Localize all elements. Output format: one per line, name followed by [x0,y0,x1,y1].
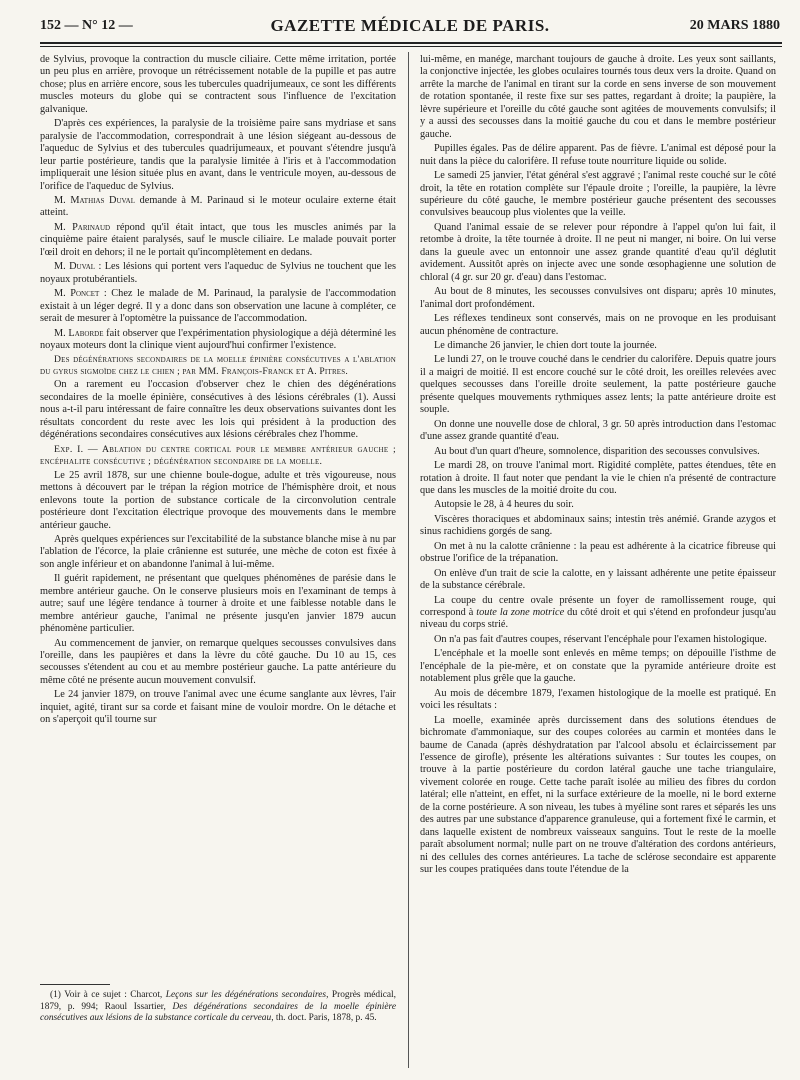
paragraph: Le samedi 25 janvier, l'état général s'est aggravé ; l'animal reste couché sur le côté droit, la tête en rotation complète sur l'épaule droite ; l'oreille, la paupière, la lèvre supérieure du côté gauche, le membre postérieur gauche présentent des secousses convulsives beaucoup plus violentes que la veille. [420,170,776,219]
paragraph: M. Parinaud répond qu'il était intact, que tous les muscles animés par la cinquième paire étaient paralysés, sauf le muscle ciliaire. Le malade pouvait porter l'œil droit en dehors; il ne le portait qu'incomplètement en dedans. [40,221,396,258]
paragraph: Au commencement de janvier, on remarque quelques secousses convulsives dans l'oreille, dans les paupières et dans la lèvre du côté gauche. Du 10 au 15, ces secousses s'étendent au cou et au membre postérieur gauche. La patte antérieure du même côté ne présente aucun mouvement convulsif. [40,637,396,686]
issue-date: 20 MARS 1880 [689,18,780,33]
paragraph: L'encéphale et la moelle sont enlevés en même temps; on dépouille l'isthme de l'encéphale de la pie-mère, et on constate que la pyramide antérieure droite est notablement plus grêle que la gauche. [420,648,776,685]
paragraph: Le lundi 27, on le trouve couché dans le cendrier du calorifère. Depuis quatre jours il a maigri de moitié. Il est encore couché sur le côté droit, les oreilles relevées avec quelques secousses dans l'oreille droite seulement, la patte postérieure gauche présente quelques mouvements rythmiques assez lents; la patte antérieure droite est souple. [420,354,776,416]
speaker-name: M. Laborde [54,327,104,339]
paragraph: Les réflexes tendineux sont conservés, mais on ne provoque en les produisant aucun phénomène de contracture. [420,313,776,337]
paragraph: On n'a pas fait d'autres coupes, réservant l'encéphale pour l'examen histologique. [434,633,767,645]
page-header [40,14,780,40]
page-number: 152 [40,18,61,33]
experiment-heading: Exp. I. — Ablation du centre cortical pour le membre antérieur gauche ; encéphalite consécutive ; dégénération secondaire de la moelle. [40,443,396,467]
header-rule-thick [40,42,782,44]
paragraph: Viscères thoraciques et abdominaux sains; intestin très anémié. Grande azygos et sinus rachidiens gorgés de sang. [420,513,776,538]
paragraph: de Sylvius, provoque la contraction du muscle ciliaire. Cette même irritation, portée un peu plus en arrière, provoque un rétrécissement notable de la pupille et pas autre chose; plus en arrière encore, sous les tubercules quadrijumeaux, ce sont les différents muscles moteurs du globe qui se contractent sous l'influence de l'excitation galvanique. [40,54,396,115]
paragraph: Le dimanche 26 janvier, le chien dort toute la journée. [434,339,657,351]
paragraph: On enlève d'un trait de scie la calotte, en y laissant adhérente une petite épaisseur de la substance cérébrale. [420,567,776,592]
paragraph: Quand l'animal essaie de se relever pour répondre à l'appel qu'on lui fait, il retombe à droite, la tête tournée à droite. Il ne peut ni manger, ni boire. On lui verse dans la gueule avec un entonnoir une assez grande quantité d'eau qu'il déglutit avidement. Aussitôt après on injecte avec une sonde œsophagienne une solution de chloral (4 gr. sur 20 gr. d'eau) dans l'estomac. [420,221,776,283]
paragraph: M. Duval : Les lésions qui portent vers l'aqueduc de Sylvius ne touchent que les noyaux protubérantiels. [40,261,396,285]
paragraph: Au bout d'un quart d'heure, somnolence, disparition des secousses convulsives. [434,445,760,457]
paragraph: M. Laborde fait observer que l'expérimentation physiologique a déjà déterminé les noyaux moteurs dont la clinique vient aujourd'hui confirmer l'existence. [40,327,396,351]
paragraph: La moelle, examinée après durcissement dans des solutions étendues de bichromate d'ammoniaque, sur des coupes colorées au carmin et montées dans le baume de Canada (après déshydratation par l'alcool absolu et éclaircissement par l'essence de girofle), présente les altérations suivantes : Sur toutes les coupes, on trouve à la partie postérieure du cordon latéral gauche une tache triangulaire, vivement colorée en rouge. Cette tache paraît isolée au milieu des fibres du cordon latéral; elle n'atteint, en effet, ni la surface extérieure de la moelle, ni le bord externe de la corne postérieure. A son niveau, les tubes à myéline sont rares et séparés les uns des autres par une substance d'apparence granuleuse, qui a fortement fixé le carmin, et dans laquelle existent de nombreux vaisseaux sanguins. Tout le reste de la moelle paraît absolument normal; nulle part on ne trouve d'altération des cordons antérieurs, ni des cellules des cornes antérieures. La tache de sclérose secondaire est apparente sur les coupes pratiquées dans toute l'étendue de la [420,714,776,876]
paragraph: Il guérit rapidement, ne présentant que quelques phénomènes de parésie dans le membre antérieur gauche. On le conserve plusieurs mois en l'examinant de temps à autre; sauf une légère tendance à tourner à droite et une faiblesse notable dans le membre antérieur gauche, l'animal ne présente jusqu'en janvier 1879 aucun phénomène particulier. [40,573,396,635]
paragraph: Le mardi 28, on trouve l'animal mort. Rigidité complète, pattes étendues, tête en rotation à droite. Il faut noter que pendant la vie le chien n'a présenté de contracture que dans les muscles de la moitié droite du cou. [420,460,776,496]
header-rule-thin [40,46,782,47]
speaker-name: M. Duval [54,261,96,273]
paragraph: D'après ces expériences, la paralysie de la troisième paire sans mydriase et sans paralysie de l'accommodation, correspondrait à une lésion siégeant au-dessous de l'aqueduc de Sylvius et des tubercules quadrijumeaux, et pouvant s'étendre jusqu'à leur partie postérieure, tandis que la paralysie limitée à l'iris et à l'accommodation impliquerait une lésion située plus en avant, dans le ventricule moyen, au-dessous de l'orifice de l'aqueduc de Sylvius. [40,118,396,192]
paragraph: Pupilles égales. Pas de délire apparent. Pas de fièvre. L'animal est déposé pour la nuit dans la pièce du calorifère. Il refuse toute nourriture liquide ou solide. [420,143,776,167]
column-divider [408,52,409,1068]
paragraph: Autopsie le 28, à 4 heures du soir. [434,499,574,511]
paragraph: M. Poncet : Chez le malade de M. Parinaud, la paralysie de l'accommodation existait à un léger degré. Il y a donc dans son observation une lacune à compléter, ce serait de mesurer à l'optomètre la puissance de l'accommodation. [40,288,396,325]
paragraph: Après quelques expériences sur l'excitabilité de la substance blanche mise à nu par l'ablation de l'écorce, la plaie crânienne est suturée, une mèche de coton est fixée à son angle inférieur et on abandonne l'animal à lui-même. [40,533,396,570]
paragraph: M. Mathias Duval demande à M. Parinaud si le moteur oculaire externe était atteint. [40,194,396,219]
paragraph: La coupe du centre ovale présente un foyer de ramollissement rouge, qui correspond à toute la zone motrice du côté droit et qui s'étend en profondeur jusqu'au niveau du corps strié. [420,594,776,631]
issue-number: — N° 12 — [64,18,133,33]
journal-title: GAZETTE MÉDICALE DE PARIS. [270,16,550,35]
footnote-text: (1) Voir à ce sujet : Charcot, Leçons sur les dégénérations secondaires, Progrès médical, 1879, p. 994; Raoul Issartier, Des dégénérations secondaires de la moelle épinière consécutives aux lésions de la substance corticale du cerveau, th. doct. Paris, 1878, p. 45. [40,990,396,1024]
paragraph: Au bout de 8 minutes, les secousses convulsives ont disparu; après 10 minutes, l'animal dort profondément. [420,286,776,310]
speaker-name: M. Parinaud [54,221,111,233]
paragraph: Au mois de décembre 1879, l'examen histologique de la moelle est pratiqué. En voici les résultats : [420,687,776,712]
left-column [40,54,396,729]
speaker-name: M. Poncet [54,288,100,300]
paragraph: Le 24 janvier 1879, on trouve l'animal avec une écume sanglante aux lèvres, l'air inquiet, agité, tirant sur sa corde et faisant mine de vouloir mordre. On le détache et on s'aperçoit qu'il tourne sur [40,689,396,726]
paragraph: lui-même, en manége, marchant toujours de gauche à droite. Les yeux sont saillants, la conjonctive injectée, les globes oculaires tournés tous deux vers la droite. Quand on arrête la marche de l'animal en tirant sur la corde en sens inverse de son mouvement de rotation spontanée, il reste fixe sur ses pattes, regardant à droite; la paupière, la lèvre supérieure et l'oreille du côté gauche sont agitées de mouvements convulsifs; il y a aussi des secousses dans la moitié gauche du cou et dans le membre postérieur gauche. [420,54,776,140]
paragraph: On a rarement eu l'occasion d'observer chez le chien des dégénérations secondaires de la moelle épinière, consécutives à des lésions cérébrales (1). Aussi nous a-t-il paru intéressant de faire connaître les deux observations suivantes dont les résultats concordent du reste avec les lois qui président à la production des dégénérations secondaires consécutives aux lésions cérébrales chez l'homme. [40,379,396,441]
paragraph: On donne une nouvelle dose de chloral, 3 gr. 50 après introduction dans l'estomac d'une assez grande quantité d'eau. [420,418,776,443]
right-column [420,54,776,879]
footnote-rule [40,984,110,985]
section-heading: Des dégénérations secondaires de la moelle épinière consécutives a l'ablation du gyrus sigmoïde chez le chien ; par MM. François-Franck et A. Pitres. [40,354,396,377]
paragraph: Le 25 avril 1878, sur une chienne boule-dogue, adulte et très vigoureuse, nous mettons à découvert par le trépan la région motrice de l'hémisphère droit, et nous enlevons toute la portion de substance corticale de la circonvolution centrale postérieure dont l'excitation électrique provoque des mouvements dans le membre antérieur gauche. [40,469,396,531]
footnote [40,990,396,1025]
speaker-name: M. Mathias Duval [54,194,136,206]
paragraph: On met à nu la calotte crânienne : la peau est adhérente à la cicatrice fibreuse qui obstrue l'orifice de la trépanation. [420,540,776,565]
